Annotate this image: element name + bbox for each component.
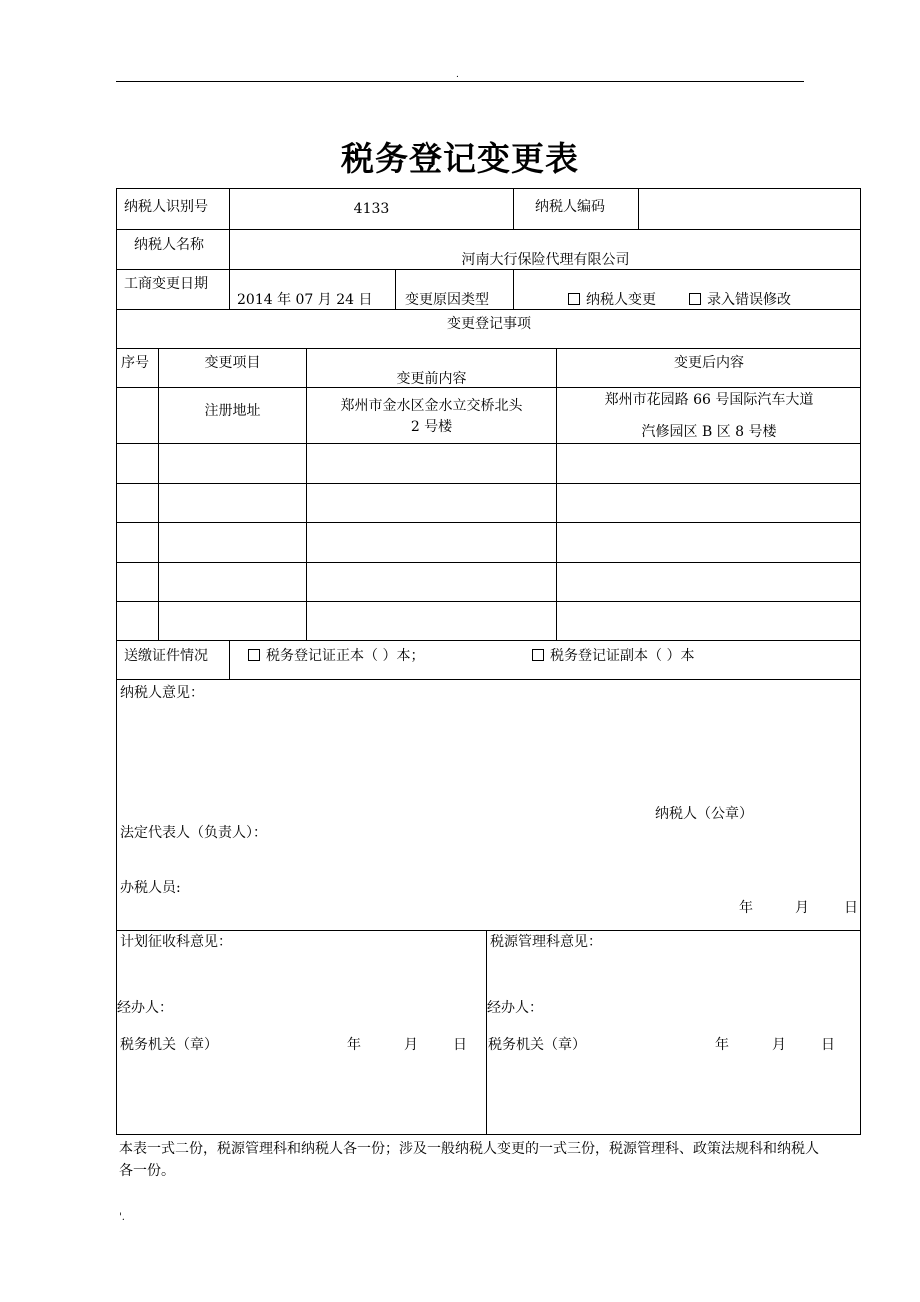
reason-option-entry-error[interactable]: 录入错误修改 [689,293,791,307]
row1-after-line1: 郑州市花园路 66 号国际汽车大道 [604,392,814,408]
source-dept-opinion-label: 税源管理科意见： [490,934,602,950]
col-rule [229,640,230,679]
col-header-item: 变更项目 [204,355,261,371]
row1-before-line2: 2 号楼 [410,419,453,435]
col-rule [306,348,307,640]
source-dept-date-month: 月 [772,1037,786,1053]
checkbox-icon[interactable] [532,649,544,661]
header-rule [116,81,804,82]
col-rule [486,930,487,1135]
col-header-no: 序号 [121,355,149,371]
checkbox-icon[interactable] [248,649,260,661]
footer-mark: '. [119,1212,125,1223]
row-rule [117,483,861,484]
col-rule [556,348,557,640]
row-rule [117,522,861,523]
row-rule [117,930,861,931]
checkbox-icon[interactable] [568,293,580,305]
taxpayer-date-year: 年 [739,900,753,916]
legal-representative-label: 法定代表人（负责人）： [120,825,267,841]
planning-dept-authority-label: 税务机关（章） [120,1037,218,1053]
certificate-original-option[interactable]: 税务登记证正本（ ）本； [248,649,424,663]
planning-dept-opinion-label: 计划征收科意见： [120,934,232,950]
taxpayer-name-label: 纳税人名称 [134,237,204,253]
row-rule [117,309,861,310]
form-title: 税务登记变更表 [341,139,579,178]
reason-type-label: 变更原因类型 [405,292,489,308]
col-rule [513,269,514,309]
taxpayer-seal: 纳税人（公章） [655,806,753,822]
row1-before-line1: 郑州市金水区金水立交桥北头 [340,398,523,414]
row-rule [117,679,861,680]
col-rule [158,348,159,640]
taxpayer-code-label: 纳税人编码 [535,199,605,215]
taxpayer-date-day: 日 [844,900,858,916]
source-dept-handler-label: 经办人： [487,1000,543,1016]
taxpayer-opinion-label: 纳税人意见： [120,685,204,701]
source-dept-authority-label: 税务机关（章） [488,1037,586,1053]
planning-dept-date-year: 年 [347,1037,361,1053]
row-rule [117,562,861,563]
col-header-before: 变更前内容 [396,371,467,387]
row1-item: 注册地址 [204,403,261,419]
source-dept-date-day: 日 [821,1037,835,1053]
footnote: 本表一式二份，税源管理科和纳税人各一份；涉及一般纳税人变更的一式三份，税源管理科、政策法规科和纳税人各一份。 [119,1141,819,1179]
checkbox-icon[interactable] [689,293,701,305]
row-rule [117,601,861,602]
taxpayer-id-label: 纳税人识别号 [124,199,208,215]
header-mark: . [456,70,459,80]
planning-dept-date-month: 月 [404,1037,418,1053]
tax-handler-label: 办税人员: [120,880,181,896]
reason-option-taxpayer-change[interactable]: 纳税人变更 [568,293,656,307]
col-rule [395,269,396,309]
change-date-label: 工商变更日期 [124,276,208,292]
change-date-value: 2014 年 07 月 24 日 [237,292,373,308]
col-rule [513,189,514,229]
planning-dept-date-day: 日 [453,1037,467,1053]
col-header-after: 变更后内容 [674,355,744,371]
taxpayer-name-value: 河南大行保险代理有限公司 [461,252,630,268]
source-dept-date-year: 年 [715,1037,729,1053]
certificate-copy-option[interactable]: 税务登记证副本（ ）本 [532,649,694,663]
taxpayer-id-value: 4133 [353,201,390,217]
row-rule [117,443,861,444]
certificates-label: 送缴证件情况 [124,648,208,664]
taxpayer-date-month: 月 [795,900,809,916]
planning-dept-handler-label: 经办人： [117,1000,173,1016]
registration-change-form [116,188,861,1135]
row-rule [117,387,861,388]
row1-after-line2: 汽修园区 B 区 8 号楼 [641,424,777,440]
col-rule [638,189,639,229]
section-title: 变更登记事项 [447,316,531,332]
row-rule [117,348,861,349]
